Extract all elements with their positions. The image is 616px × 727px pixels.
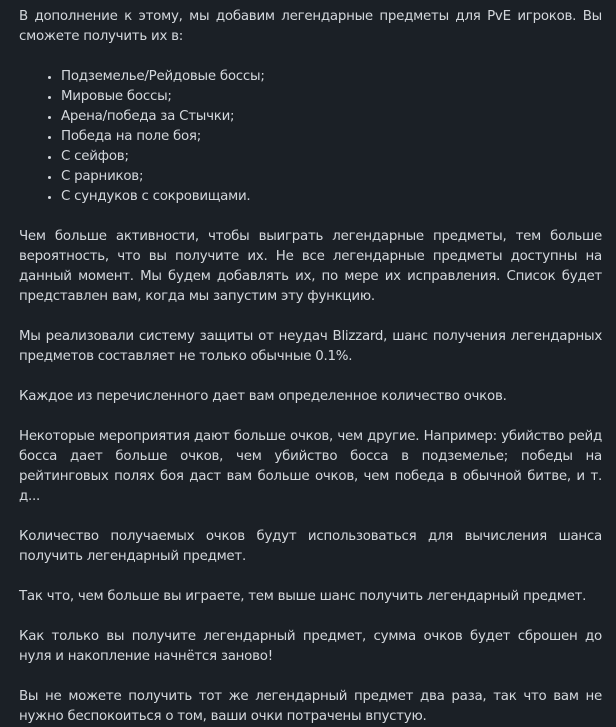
reset-paragraph: Как только вы получите легендарный предмет, сумма очков будет сброшен до нуля и накопление начнётся заново! (19, 629, 602, 664)
list-item: • Подземелье/Рейдовые боссы; (61, 67, 602, 87)
list-item: • С сундуков с сокровищами. (61, 187, 602, 207)
duplicate-paragraph: Вы не можете получить тот же легендарный предмет два раза, так что вам не нужно беспокоиться о том, ваши очки потрачены впустую. (19, 689, 602, 724)
points-paragraph: Каждое из перечисленного дает вам определенное количество очков. (19, 389, 507, 404)
events-paragraph: Некоторые мероприятия дают больше очков, чем другие. Например: убийство рейд босса дает больше очков, чем убийство босса в подземелье; победы на рейтинговых полях боя даст вам больше очков, чем победа в обычной битве, и т. д... (19, 429, 602, 504)
activity-paragraph: Чем больше активности, чтобы выиграть легендарные предметы, тем больше вероятность, что вы получите их. Не все легендарные предметы доступны на данный момент. Мы будем добавлять их, по мере их исправления. Список будет представлен вам, когда мы запустим эту функцию. (19, 229, 602, 304)
list-item: • С сейфов; (61, 147, 602, 167)
chance-paragraph: Количество получаемых очков будут использоваться для вычисления шанса получить легендарный предмет. (19, 529, 602, 564)
protection-paragraph: Мы реализовали систему защиты от неудач Blizzard, шанс получения легендарных предметов составляет не только обычные 0.1%. (19, 329, 602, 364)
sources-list (19, 67, 602, 207)
list-item: • С рарников; (61, 167, 602, 187)
list-item: • Мировые боссы; (61, 87, 602, 107)
list-item: • Арена/победа за Стычки; (61, 107, 602, 127)
list-item: • Победа на поле боя; (61, 127, 602, 147)
intro-paragraph: В дополнение к этому, мы добавим легендарные предметы для PvE игроков. Вы сможете получить их в: (19, 9, 602, 44)
play-paragraph: Так что, чем больше вы играете, тем выше шанс получить легендарный предмет. (19, 589, 587, 604)
